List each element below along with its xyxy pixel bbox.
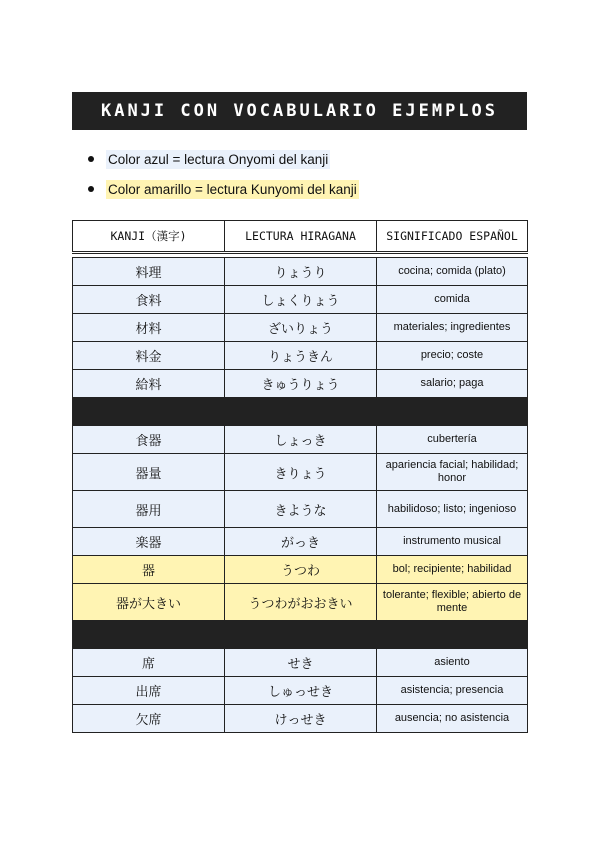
meaning-cell: ausencia; no asistencia <box>377 705 528 733</box>
kanji-cell: 席 <box>73 649 225 677</box>
reading-cell: ざいりょう <box>225 314 377 342</box>
reading-cell: けっせき <box>225 705 377 733</box>
reading-cell: しょくりょう <box>225 286 377 314</box>
kanji-cell: 出席 <box>73 677 225 705</box>
color-legend <box>88 148 359 208</box>
table-row <box>73 528 528 556</box>
reading-cell <box>225 398 377 426</box>
kanji-cell: 器が大きい <box>73 584 225 621</box>
kanji-cell: 楽器 <box>73 528 225 556</box>
kanji-cell: 器量 <box>73 454 225 491</box>
table-row <box>73 342 528 370</box>
bullet-icon <box>88 156 94 162</box>
meaning-cell: asiento <box>377 649 528 677</box>
kanji-cell: 食器 <box>73 426 225 454</box>
table-row <box>73 454 528 491</box>
reading-cell: きような <box>225 491 377 528</box>
bullet-icon <box>88 186 94 192</box>
meaning-cell: cocina; comida (plato) <box>377 258 528 286</box>
meaning-cell <box>377 621 528 649</box>
table-header-row <box>73 221 528 253</box>
meaning-cell: habilidoso; listo; ingenioso <box>377 491 528 528</box>
table-row <box>73 705 528 733</box>
reading-cell: うつわがおおきい <box>225 584 377 621</box>
section-separator-row <box>73 398 528 426</box>
header-meaning: SIGNIFICADO ESPAÑOL <box>377 221 528 253</box>
kanji-cell: 器用 <box>73 491 225 528</box>
vocabulary-table <box>72 220 528 733</box>
table-row <box>73 286 528 314</box>
kanji-cell: 食料 <box>73 286 225 314</box>
kanji-cell: 器 <box>73 556 225 584</box>
kanji-cell <box>73 621 225 649</box>
page-title: KANJI CON VOCABULARIO EJEMPLOS <box>72 92 527 130</box>
vocabulary-table-container <box>72 220 527 733</box>
meaning-cell: instrumento musical <box>377 528 528 556</box>
table-row <box>73 258 528 286</box>
table-row <box>73 370 528 398</box>
kanji-cell: 料金 <box>73 342 225 370</box>
meaning-cell: precio; coste <box>377 342 528 370</box>
legend-text-onyomi: Color azul = lectura Onyomi del kanji <box>108 151 329 167</box>
table-row <box>73 314 528 342</box>
table-body <box>73 253 528 733</box>
kanji-cell: 給料 <box>73 370 225 398</box>
reading-cell: きゅうりょう <box>225 370 377 398</box>
kanji-cell: 料理 <box>73 258 225 286</box>
table-row <box>73 426 528 454</box>
meaning-cell <box>377 398 528 426</box>
reading-cell: せき <box>225 649 377 677</box>
meaning-cell: salario; paga <box>377 370 528 398</box>
header-kanji: KANJI（漢字) <box>73 221 225 253</box>
header-reading: LECTURA HIRAGANA <box>225 221 377 253</box>
table-row <box>73 556 528 584</box>
reading-cell: りょうり <box>225 258 377 286</box>
section-separator-row <box>73 621 528 649</box>
reading-cell: きりょう <box>225 454 377 491</box>
reading-cell: がっき <box>225 528 377 556</box>
meaning-cell: cubertería <box>377 426 528 454</box>
meaning-cell: apariencia facial; habilidad; honor <box>377 454 528 491</box>
table-row <box>73 649 528 677</box>
legend-text-kunyomi: Color amarillo = lectura Kunyomi del kanji <box>108 181 357 197</box>
meaning-cell: tolerante; flexible; abierto de mente <box>377 584 528 621</box>
reading-cell: りょうきん <box>225 342 377 370</box>
legend-item-kunyomi <box>88 178 359 200</box>
kanji-cell: 材料 <box>73 314 225 342</box>
meaning-cell: bol; recipiente; habilidad <box>377 556 528 584</box>
meaning-cell: materiales; ingredientes <box>377 314 528 342</box>
legend-item-onyomi <box>88 148 359 170</box>
reading-cell: うつわ <box>225 556 377 584</box>
kanji-cell: 欠席 <box>73 705 225 733</box>
meaning-cell: comida <box>377 286 528 314</box>
kanji-cell <box>73 398 225 426</box>
table-row <box>73 491 528 528</box>
table-row <box>73 677 528 705</box>
reading-cell: しょっき <box>225 426 377 454</box>
reading-cell <box>225 621 377 649</box>
table-row <box>73 584 528 621</box>
meaning-cell: asistencia; presencia <box>377 677 528 705</box>
reading-cell: しゅっせき <box>225 677 377 705</box>
